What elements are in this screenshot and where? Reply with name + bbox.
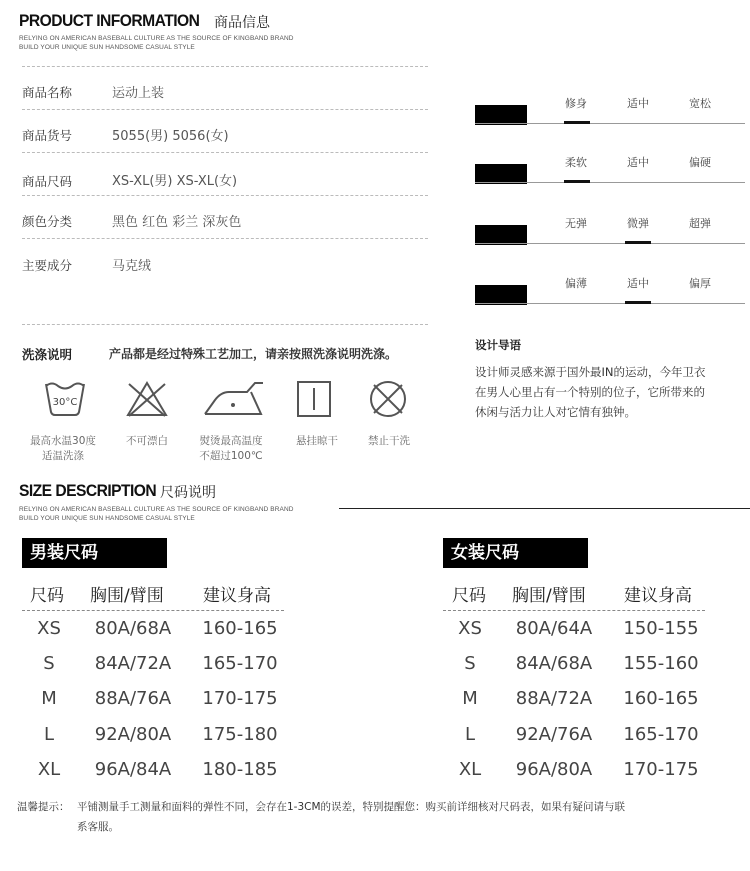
design-line-3: 休闲与活力让人对它情有独钟。 xyxy=(475,405,636,419)
size-desc-subtitle-2: BUILD YOUR UNIQUE SUN HANDSOME CASUAL STYLE xyxy=(19,515,195,522)
women-header-chest: 胸围/臂围 xyxy=(512,586,586,606)
women-cell-size: S xyxy=(464,653,476,674)
product-info-subtitle-2: BUILD YOUR UNIQUE SUN HANDSOME CASUAL STYLE xyxy=(19,44,195,51)
wash-caption-2: 不可漂白 xyxy=(126,435,168,447)
design-line-1: 设计师灵感来源于国外最IN的运动，今年卫衣 xyxy=(475,365,706,379)
row-label-material: 主要成分 xyxy=(22,258,73,273)
men-cell-chest: 84A/72A xyxy=(94,653,172,674)
scale-2-block xyxy=(475,164,527,184)
wash-caption-3-line1: 熨烫最高温度 xyxy=(199,435,263,447)
men-cell-height: 160-165 xyxy=(202,618,278,639)
scale-2-marker xyxy=(564,180,590,183)
footer-label: 温馨提示： xyxy=(17,801,70,813)
size-desc-subtitle-1: RELYING ON AMERICAN BASEBALL CULTURE AS THE SOURCE OF KINGBAND BRAND xyxy=(19,506,294,513)
row-label-name: 商品名称 xyxy=(22,85,73,100)
product-info-title: PRODUCT INFORMATION xyxy=(19,11,200,30)
women-cell-chest: 96A/80A xyxy=(515,759,593,780)
scale-1-line xyxy=(475,123,745,124)
design-text xyxy=(475,362,706,422)
men-header-height: 建议身高 xyxy=(203,586,271,606)
men-cell-height: 180-185 xyxy=(202,759,278,780)
women-cell-size: L xyxy=(464,724,476,745)
wash-caption-3-line2: 不超过100℃ xyxy=(199,450,263,462)
scale-3-line xyxy=(475,243,745,244)
women-cell-chest: 92A/76A xyxy=(515,724,593,745)
divider xyxy=(22,238,428,239)
women-header-divider xyxy=(443,610,705,611)
scale-2-left: 柔软 xyxy=(565,156,587,169)
scale-1-right: 宽松 xyxy=(689,97,711,110)
men-header-divider xyxy=(22,610,284,611)
product-info-subtitle-1: RELYING ON AMERICAN BASEBALL CULTURE AS THE SOURCE OF KINGBAND BRAND xyxy=(19,35,294,42)
size-desc-title: SIZE DESCRIPTION xyxy=(19,481,157,500)
row-value-color: 黑色 红色 彩兰 深灰色 xyxy=(112,215,242,230)
women-header-size: 尺码 xyxy=(452,586,486,606)
scale-1-block xyxy=(475,105,527,125)
men-cell-height: 175-180 xyxy=(202,724,278,745)
wash-caption-3 xyxy=(188,434,274,464)
men-header-chest: 胸围/臂围 xyxy=(90,586,164,606)
no-dryclean-icon xyxy=(368,379,408,419)
men-cell-height: 170-175 xyxy=(202,688,278,709)
size-header-rule xyxy=(339,508,750,509)
men-cell-chest: 96A/84A xyxy=(94,759,172,780)
product-info-title-cn: 商品信息 xyxy=(214,15,270,31)
men-cell-size: XS xyxy=(37,618,61,639)
women-cell-size: XL xyxy=(458,759,482,780)
row-label-size: 商品尺码 xyxy=(22,174,73,189)
scale-1-mid: 适中 xyxy=(627,97,649,110)
men-cell-size: XL xyxy=(37,759,61,780)
row-label-color: 颜色分类 xyxy=(22,214,73,229)
scale-2-mid: 适中 xyxy=(627,156,649,169)
women-cell-size: M xyxy=(462,688,478,709)
divider xyxy=(22,66,428,67)
men-cell-chest: 80A/68A xyxy=(94,618,172,639)
women-cell-height: 155-160 xyxy=(623,653,699,674)
scale-4-mid: 适中 xyxy=(627,277,649,290)
men-cell-size: L xyxy=(43,724,55,745)
men-cell-height: 165-170 xyxy=(202,653,278,674)
women-cell-chest: 80A/64A xyxy=(515,618,593,639)
women-cell-size: XS xyxy=(458,618,482,639)
scale-4-marker xyxy=(625,301,651,304)
scale-3-left: 无弹 xyxy=(565,217,587,230)
washing-note: 产品都是经过特殊工艺加工，请亲按照洗涤说明洗涤。 xyxy=(109,347,398,361)
wash-30-icon xyxy=(43,380,87,418)
scale-2-right: 偏硬 xyxy=(689,156,711,169)
women-size-tag: 女装尺码 xyxy=(443,538,588,568)
men-size-tag: 男装尺码 xyxy=(22,538,167,568)
wash-temp-text: 30°C xyxy=(52,397,78,408)
men-cell-size: M xyxy=(41,688,57,709)
scale-3-right: 超弹 xyxy=(689,217,711,230)
scale-1-left: 修身 xyxy=(565,97,587,110)
wash-caption-5: 禁止干洗 xyxy=(368,435,410,447)
scale-1-marker xyxy=(564,121,590,124)
no-bleach-icon xyxy=(125,380,169,418)
wash-caption-4: 悬挂晾干 xyxy=(296,435,338,447)
size-desc-title-cn: 尺码说明 xyxy=(160,485,216,501)
scale-4-left: 偏薄 xyxy=(565,277,587,290)
women-cell-height: 150-155 xyxy=(623,618,699,639)
men-cell-chest: 92A/80A xyxy=(94,724,172,745)
men-header-size: 尺码 xyxy=(30,586,64,606)
row-value-name: 运动上装 xyxy=(112,86,165,101)
wash-caption-1-line2: 适温洗涤 xyxy=(42,450,84,462)
wash-caption-1 xyxy=(22,434,104,464)
scale-4-right: 偏厚 xyxy=(689,277,711,290)
men-cell-size: S xyxy=(43,653,55,674)
men-cell-chest: 88A/76A xyxy=(94,688,172,709)
footer-line-2: 系客服。 xyxy=(77,821,119,833)
row-value-sku: 5055(男) 5056(女) xyxy=(112,129,229,144)
women-cell-height: 165-170 xyxy=(623,724,699,745)
design-title: 设计导语 xyxy=(475,338,521,352)
divider xyxy=(22,152,428,153)
divider xyxy=(22,109,428,110)
iron-icon xyxy=(203,380,265,418)
scale-3-mid: 微弹 xyxy=(627,217,649,230)
scale-3-block xyxy=(475,225,527,245)
washing-label: 洗涤说明 xyxy=(22,347,73,362)
divider xyxy=(22,195,428,196)
row-value-size: XS-XL(男) XS-XL(女) xyxy=(112,174,238,189)
wash-caption-1-line1: 最高水温30度 xyxy=(30,435,96,447)
women-cell-height: 160-165 xyxy=(623,688,699,709)
women-header-height: 建议身高 xyxy=(624,586,692,606)
women-cell-chest: 88A/72A xyxy=(515,688,593,709)
women-cell-chest: 84A/68A xyxy=(515,653,593,674)
row-label-sku: 商品货号 xyxy=(22,128,73,143)
hang-dry-icon xyxy=(296,380,332,418)
footer-line-1: 平铺测量手工测量和面料的弹性不同，会存在1-3CM的误差，特别提醒您：购买前详细核对尺码表，如果有疑问请与联 xyxy=(77,801,626,813)
row-value-material: 马克绒 xyxy=(112,259,152,274)
scale-4-line xyxy=(475,303,745,304)
design-line-2: 在男人心里占有一个特别的位子，它所带来的 xyxy=(475,385,705,399)
scale-3-marker xyxy=(625,241,651,244)
women-cell-height: 170-175 xyxy=(623,759,699,780)
divider xyxy=(22,324,428,325)
scale-2-line xyxy=(475,182,745,183)
scale-4-block xyxy=(475,285,527,305)
